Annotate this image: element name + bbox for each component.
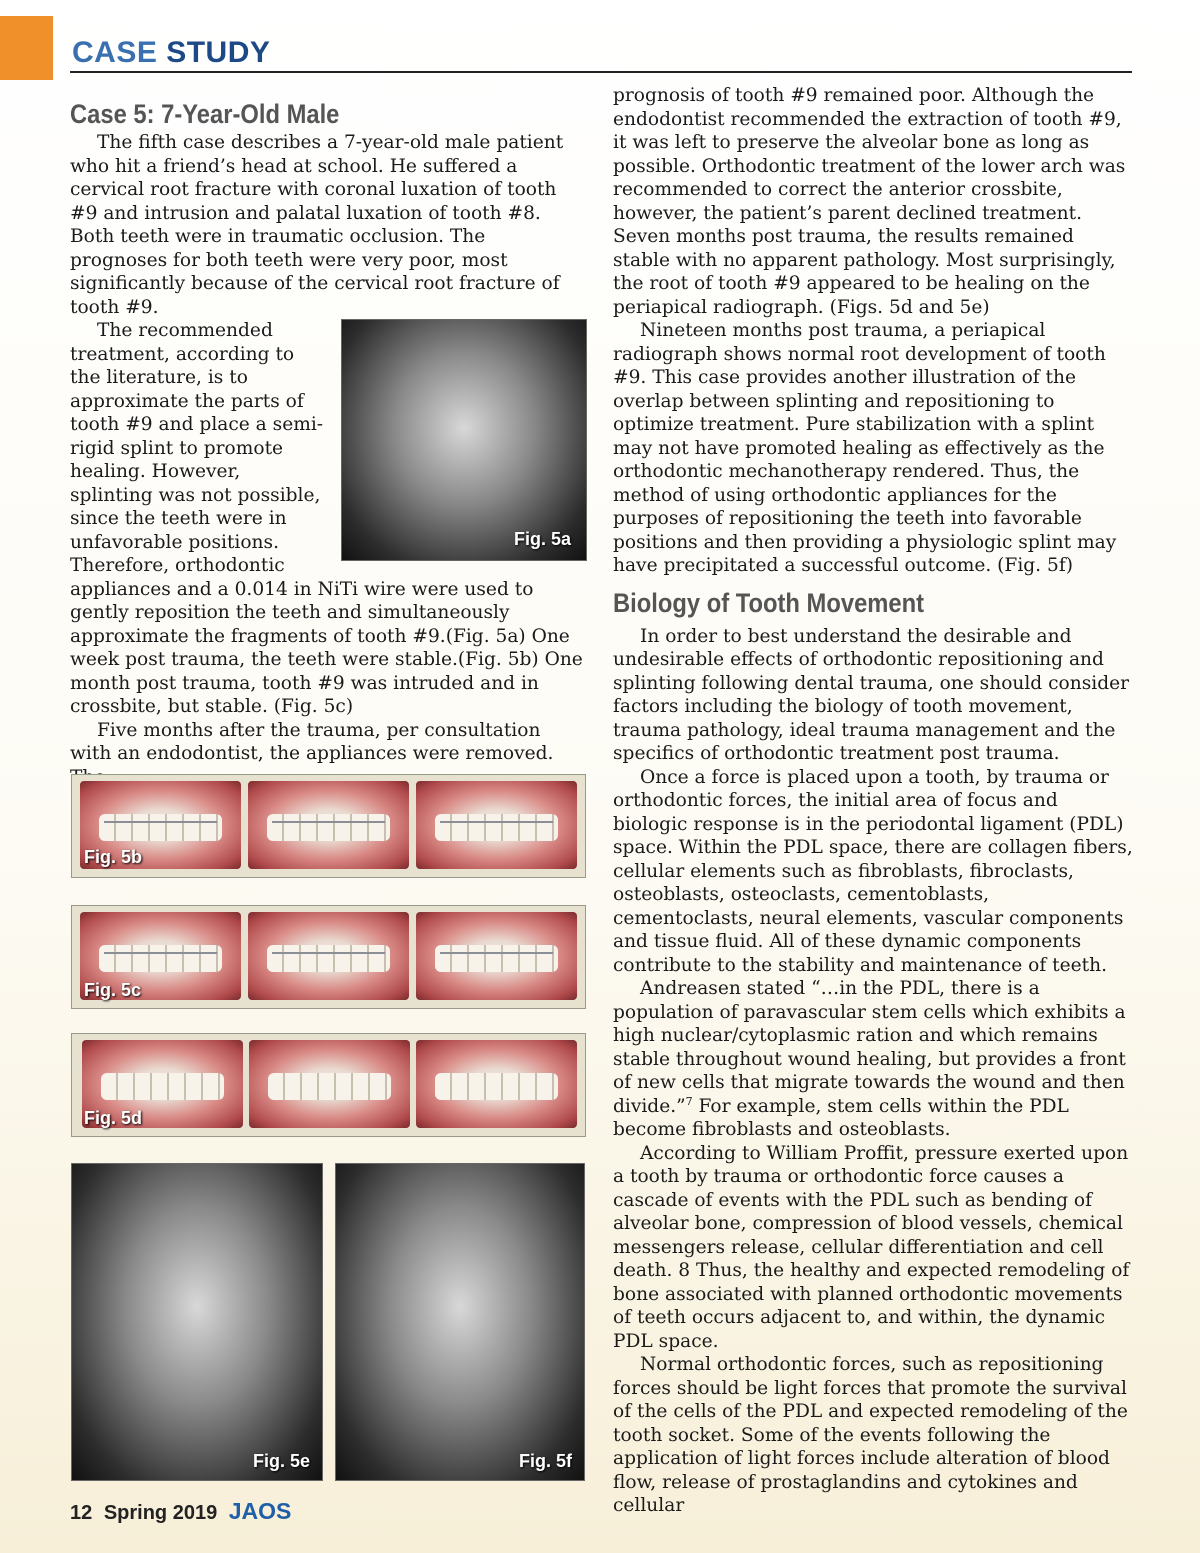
- fig-5c-photo-2: [248, 912, 409, 1000]
- journal-brand: JAOS: [228, 1498, 292, 1524]
- right-paragraph-6: According to William Proffit, pressure exerted upon a tooth by trauma or orthodontic force causes a cascade of events with the PDL such as bending of alveolar bone, compression of blood vessels, chemical messengers release, cellular differentiation and cell death. 8 Thus, the healthy and expected remodeling of bone associated with planned orthodontic movements of teeth occurs adjacent to, and within, the dynamic PDL space.: [613, 1142, 1130, 1352]
- fig-5c-strip: [71, 905, 586, 1009]
- case-paragraph-2: The recommended treatment, according to the literature, is to approximate the parts of tooth #9 and place a semi-rigid splint to promote healing. However, splinting was not possible, since the teeth were in unfavorable positions. Therefore, orthodontic appliances and a 0.014 in NiTi wire were used to gently reposition the teeth and simultaneously approximate the fragments of tooth #9.(Fig. 5a) One week post trauma, the teeth were stable.(Fig. 5b) One month post trauma, tooth #9 was intruded and in crossbite, but stable. (Fig. 5c): [70, 320, 583, 717]
- fig-5a-photo: [341, 319, 587, 561]
- header-word-case: CASE: [72, 36, 158, 69]
- left-column: [70, 97, 587, 789]
- right-paragraph-7: Normal orthodontic forces, such as repositioning forces should be light forces that promote the survival of the cells of the PDL and expected remodeling of the tooth socket. Some of the events following the application of light forces include alteration of blood flow, release of prostaglandins and cytokines and cellular: [613, 1354, 1128, 1516]
- right-paragraph-4: Once a force is placed upon a tooth, by trauma or orthodontic forces, the initial area of focus and biologic response is in the periodontal ligament (PDL) space. Within the PDL space, there are collagen fibers, cellular elements such as fibroblasts, fibroclasts, osteoblasts, osteoclasts, cementoblasts, cementoclasts, neural elements, vascular components and tissue fluid. All of these dynamic components contribute to the stability and maintenance of teeth.: [613, 766, 1133, 976]
- orange-tab-decoration: [0, 16, 53, 80]
- fig-5f-label: Fig. 5f: [519, 1451, 572, 1471]
- case-heading: Case 5: 7-Year-Old Male: [70, 99, 340, 129]
- header-rule: [70, 71, 1132, 73]
- fig-5a-xray-image: [341, 319, 587, 561]
- right-paragraph-5: [613, 977, 1133, 1142]
- andreasen-followup: For example, stem cells within the PDL become fibroblasts and osteoblasts.: [613, 1095, 1069, 1140]
- page-footer: [70, 1498, 291, 1525]
- right-column: [613, 84, 1133, 1518]
- section-header: [72, 36, 270, 70]
- fig-5d-photo-3: [416, 1040, 577, 1128]
- page-number: 12: [70, 1502, 93, 1524]
- fig-5b-strip: [71, 774, 586, 878]
- fig-5d-label: Fig. 5d: [84, 1108, 142, 1128]
- fig-5b-photo-2: [248, 781, 409, 869]
- fig-5e-xray-image: [71, 1163, 323, 1481]
- reference-7: 7: [685, 1094, 693, 1108]
- case-paragraph-1: The fifth case describes a 7-year-old male patient who hit a friend’s head at school. He suffered a cervical root fracture with coronal luxation of tooth #9 and intrusion and palatal luxation of tooth #8. Both teeth were in traumatic occlusion. The prognoses for both teeth were very poor, most significantly because of the cervical root fracture of tooth #9.: [70, 132, 564, 318]
- fig-5b-photo-3: [416, 781, 577, 869]
- fig-5d-strip: [71, 1033, 586, 1137]
- fig-5c-photo-3: [416, 912, 577, 1000]
- right-paragraph-1: prognosis of tooth #9 remained poor. Although the endodontist recommended the extraction of tooth #9, it was left to preserve the alveolar bone as long as possible. Orthodontic treatment of the lower arch was recommended to correct the anterior crossbite, however, the patient’s parent declined treatment. Seven months post trauma, the results remained stable with no apparent pathology. Most surprisingly, the root of tooth #9 appeared to be healing on the periapical radiograph. (Figs. 5d and 5e): [613, 85, 1126, 318]
- fig-5f-xray-image: [335, 1163, 585, 1481]
- biology-heading: Biology of Tooth Movement: [613, 587, 925, 618]
- fig-5a-label: Fig. 5a: [513, 528, 571, 549]
- issue-label: Spring 2019: [103, 1502, 218, 1524]
- fig-5b-label: Fig. 5b: [84, 847, 142, 867]
- right-paragraph-2: Nineteen months post trauma, a periapical radiograph shows normal root development of tooth #9. This case provides another illustration of the overlap between splinting and repositioning to optimize treatment. Pure stabilization with a splint may not have promoted healing as effectively as the orthodontic mechanotherapy rendered. Thus, the method of using orthodontic appliances for the purposes of repositioning the teeth into favorable positions and then providing a physiologic splint may have precipitated a successful outcome. (Fig. 5f): [613, 320, 1117, 576]
- fig-5e-label: Fig. 5e: [252, 1451, 310, 1471]
- fig-5d-photo-2: [249, 1040, 410, 1128]
- header-word-study: STUDY: [166, 36, 271, 69]
- andreasen-quote: Andreasen stated “…in the PDL, there is a population of paravascular stem cells which exhibits a high nuclear/cytoplasmic ration and which remains stable throughout wound healing, but provides a front of new cells that migrate towards the wound and then divide.”: [613, 978, 1126, 1117]
- case-paragraph-3: Five months after the trauma, per consultation with an endodontist, the appliances were removed.: [70, 719, 554, 764]
- fig-5c-label: Fig. 5c: [84, 980, 142, 1000]
- right-paragraph-3: In order to best understand the desirable and undesirable effects of orthodontic repositioning and splinting following dental trauma, one should consider factors including the biology of tooth movement, trauma pathology, ideal trauma management and the specifics of orthodontic treatment post trauma.: [613, 625, 1129, 764]
